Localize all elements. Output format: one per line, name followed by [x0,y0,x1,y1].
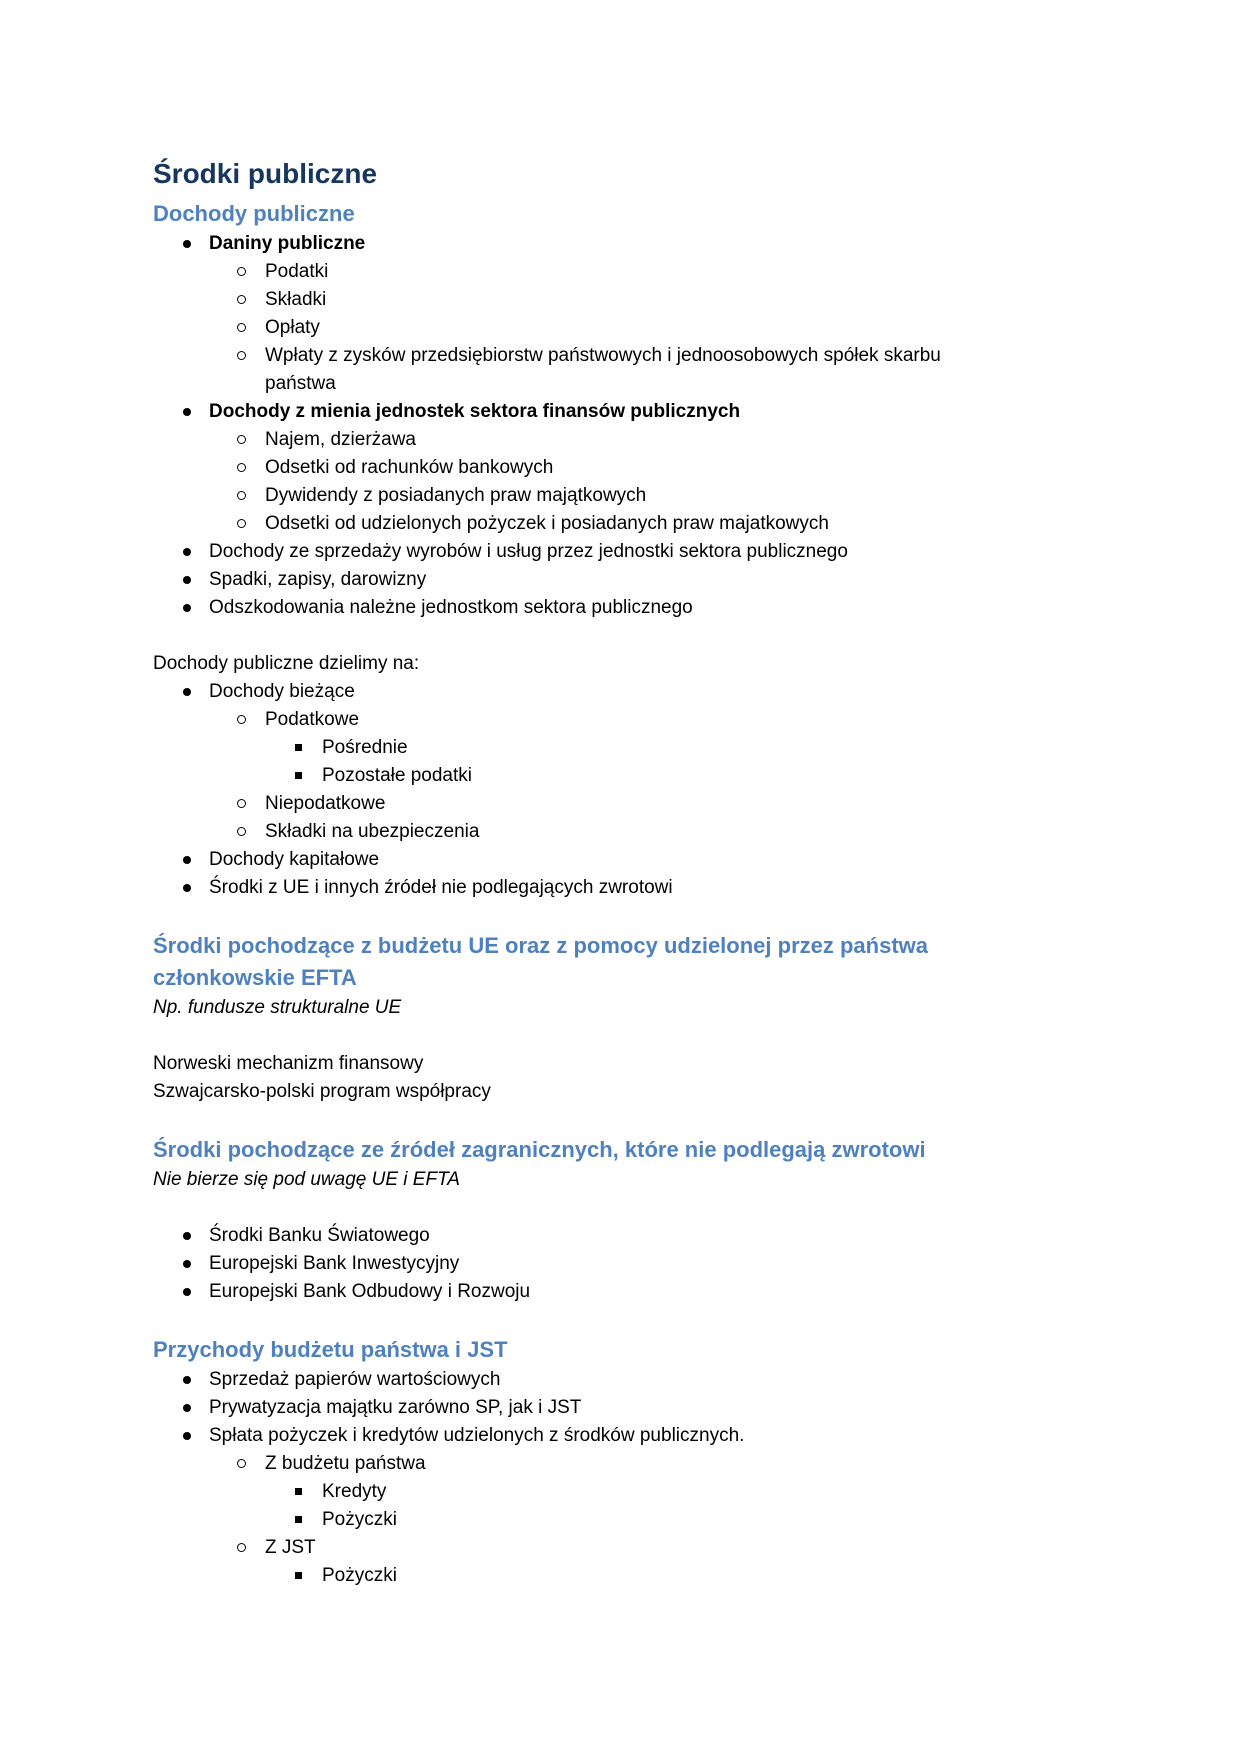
list-item: Odsetki od rachunków bankowych [265,457,554,478]
document-title: Środki publiczne [153,158,378,189]
list-item: Składki na ubezpieczenia [265,821,480,842]
example-text: Np. fundusze strukturalne UE [153,997,402,1018]
list-item: Z JST [265,1537,316,1558]
list-item: Kredyty [322,1481,387,1502]
list-item: Środki Banku Światowego [209,1225,430,1246]
list-item: Wpłaty z zysków przedsiębiorstw państwowych i jednoosobowych spółek skarbu [265,345,941,366]
paragraph-line: Norweski mechanizm finansowy [153,1053,424,1074]
paragraph-line: Szwajcarsko-polski program współpracy [153,1081,491,1102]
podzial-list [153,678,1053,902]
list-item: Pożyczki [322,1565,397,1586]
list-item: Niepodatkowe [265,793,386,814]
list-item: Spadki, zapisy, darowizny [209,569,427,590]
list-item: Opłaty [265,317,320,338]
list-item-continuation: państwa [265,373,336,394]
list-item: Dywidendy z posiadanych praw majątkowych [265,485,647,506]
list-item: Podatki [265,261,329,282]
list-item: Prywatyzacja majątku zarówno SP, jak i JST [209,1397,582,1418]
section-heading-ue-efta: Środki pochodzące z budżetu UE oraz z pomocy udzielonej przez państwa członkowskie EFTA [153,933,928,990]
list-item: Dochody kapitałowe [209,849,380,870]
list-item: Z budżetu państwa [265,1453,426,1474]
list-item: Europejski Bank Odbudowy i Rozwoju [209,1281,531,1302]
list-item: Odsetki od udzielonych pożyczek i posiadanych praw majatkowych [265,513,829,534]
list-item: Spłata pożyczek i kredytów udzielonych z środków publicznych. [209,1425,745,1446]
spacer [153,1106,1053,1134]
list-item: Pozostałe podatki [322,765,472,786]
list-item: Najem, dzierżawa [265,429,416,450]
section-heading-dochody: Dochody publiczne [153,201,355,226]
przychody-list [153,1366,1053,1590]
zagraniczne-list [153,1222,1053,1306]
list-item: Dochody ze sprzedaży wyrobów i usług przez jednostki sektora publicznego [209,541,848,562]
list-item: Europejski Bank Inwestycyjny [209,1253,460,1274]
spacer [153,1194,1053,1222]
list-item: Pożyczki [322,1509,397,1530]
paragraph-intro: Dochody publiczne dzielimy na: [153,653,420,674]
section-heading-przychody: Przychody budżetu państwa i JST [153,1337,508,1362]
section-heading-zagraniczne: Środki pochodzące ze źródeł zagranicznych, które nie podlegają zwrotowi [153,1137,926,1162]
spacer [153,1306,1053,1334]
list-item: Sprzedaż papierów wartościowych [209,1369,501,1390]
list-item: Odszkodowania należne jednostkom sektora publicznego [209,597,693,618]
list-item: Dochody z mienia jednostek sektora finansów publicznych [209,401,741,422]
spacer [153,1022,1053,1050]
list-item: Pośrednie [322,737,408,758]
spacer [153,622,1053,650]
list-item: Środki z UE i innych źródeł nie podlegających zwrotowi [209,877,673,898]
spacer [153,902,1053,930]
list-item: Daniny publiczne [209,233,366,254]
document-page [153,150,1053,1590]
note-text: Nie bierze się pod uwagę UE i EFTA [153,1169,460,1190]
list-item: Podatkowe [265,709,360,730]
list-item: Składki [265,289,327,310]
dochody-list [153,230,1053,622]
list-item: Dochody bieżące [209,681,355,702]
